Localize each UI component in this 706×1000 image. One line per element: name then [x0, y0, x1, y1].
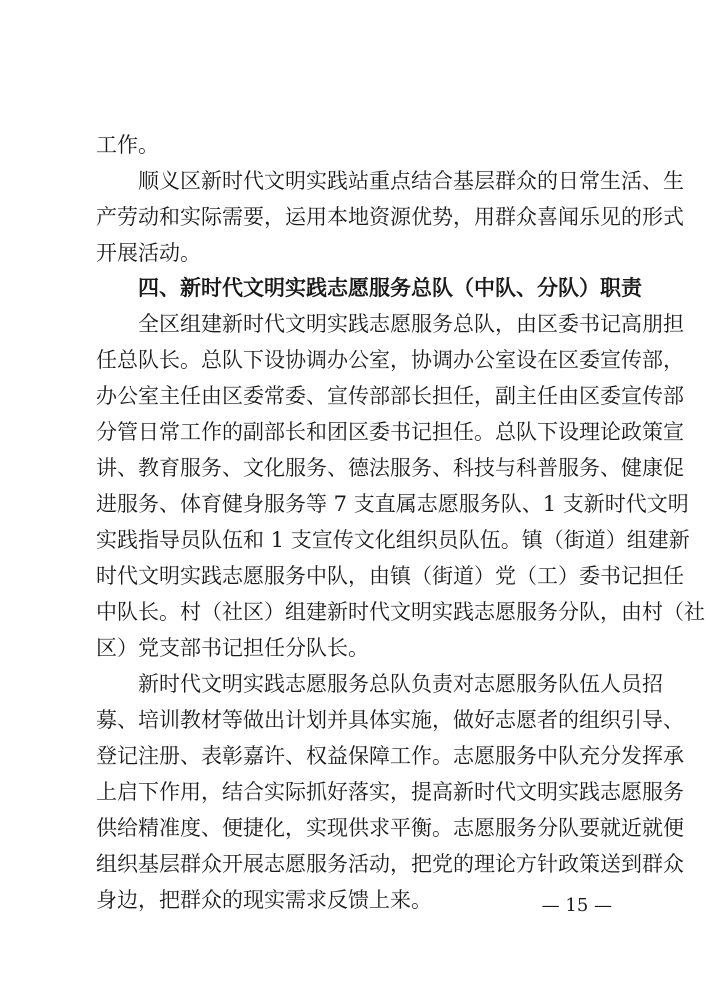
- page-number: — 15 —: [541, 895, 612, 916]
- paragraph-line: 讲、教育服务、文化服务、德法服务、科技与科普服务、健康促: [96, 456, 684, 480]
- paragraph-line: 时代文明实践志愿服务中队，由镇（街道）党（工）委书记担任: [96, 564, 684, 588]
- paragraph-line: 开展活动。: [96, 241, 201, 265]
- paragraph-line: 上启下作用，结合实际抓好落实，提高新时代文明实践志愿服务: [96, 780, 684, 804]
- paragraph-line: 登记注册、表彰嘉许、权益保障工作。志愿服务中队充分发挥承: [96, 744, 684, 768]
- paragraph-line: 进服务、体育健身服务等 7 支直属志愿服务队、1 支新时代文明: [96, 492, 689, 516]
- paragraph-line: 募、培训教材等做出计划并具体实施，做好志愿者的组织引导、: [96, 708, 684, 732]
- paragraph-line: 办公室主任由区委常委、宣传部部长担任，副主任由区委宣传部: [96, 384, 684, 408]
- paragraph-line: 中队长。村（社区）组建新时代文明实践志愿服务分队，由村（社: [96, 600, 705, 624]
- paragraph-line: 工作。: [96, 133, 159, 157]
- paragraph-line: 身边，把群众的现实需求反馈上来。: [96, 888, 432, 912]
- paragraph-line: 实践指导员队伍和 1 支宣传文化组织员队伍。镇（街道）组建新: [96, 528, 690, 552]
- paragraph-line: 供给精准度、便捷化，实现供求平衡。志愿服务分队要就近就便: [96, 816, 684, 840]
- section-heading: 四、新时代文明实践志愿服务总队（中队、分队）职责: [138, 276, 642, 300]
- paragraph-line: 任总队长。总队下设协调办公室，协调办公室设在区委宣传部，: [96, 348, 684, 372]
- paragraph-line: 分管日常工作的副部长和团区委书记担任。总队下设理论政策宣: [96, 420, 684, 444]
- paragraph-line: 顺义区新时代文明实践站重点结合基层群众的日常生活、生: [138, 169, 684, 193]
- paragraph-line: 全区组建新时代文明实践志愿服务总队，由区委书记高朋担: [138, 312, 684, 336]
- paragraph-line: 组织基层群众开展志愿服务活动，把党的理论方针政策送到群众: [96, 852, 684, 876]
- paragraph-line: 产劳动和实际需要，运用本地资源优势，用群众喜闻乐见的形式: [96, 205, 684, 229]
- paragraph-line: 区）党支部书记担任分队长。: [96, 636, 369, 660]
- paragraph-line: 新时代文明实践志愿服务总队负责对志愿服务队伍人员招: [138, 672, 663, 696]
